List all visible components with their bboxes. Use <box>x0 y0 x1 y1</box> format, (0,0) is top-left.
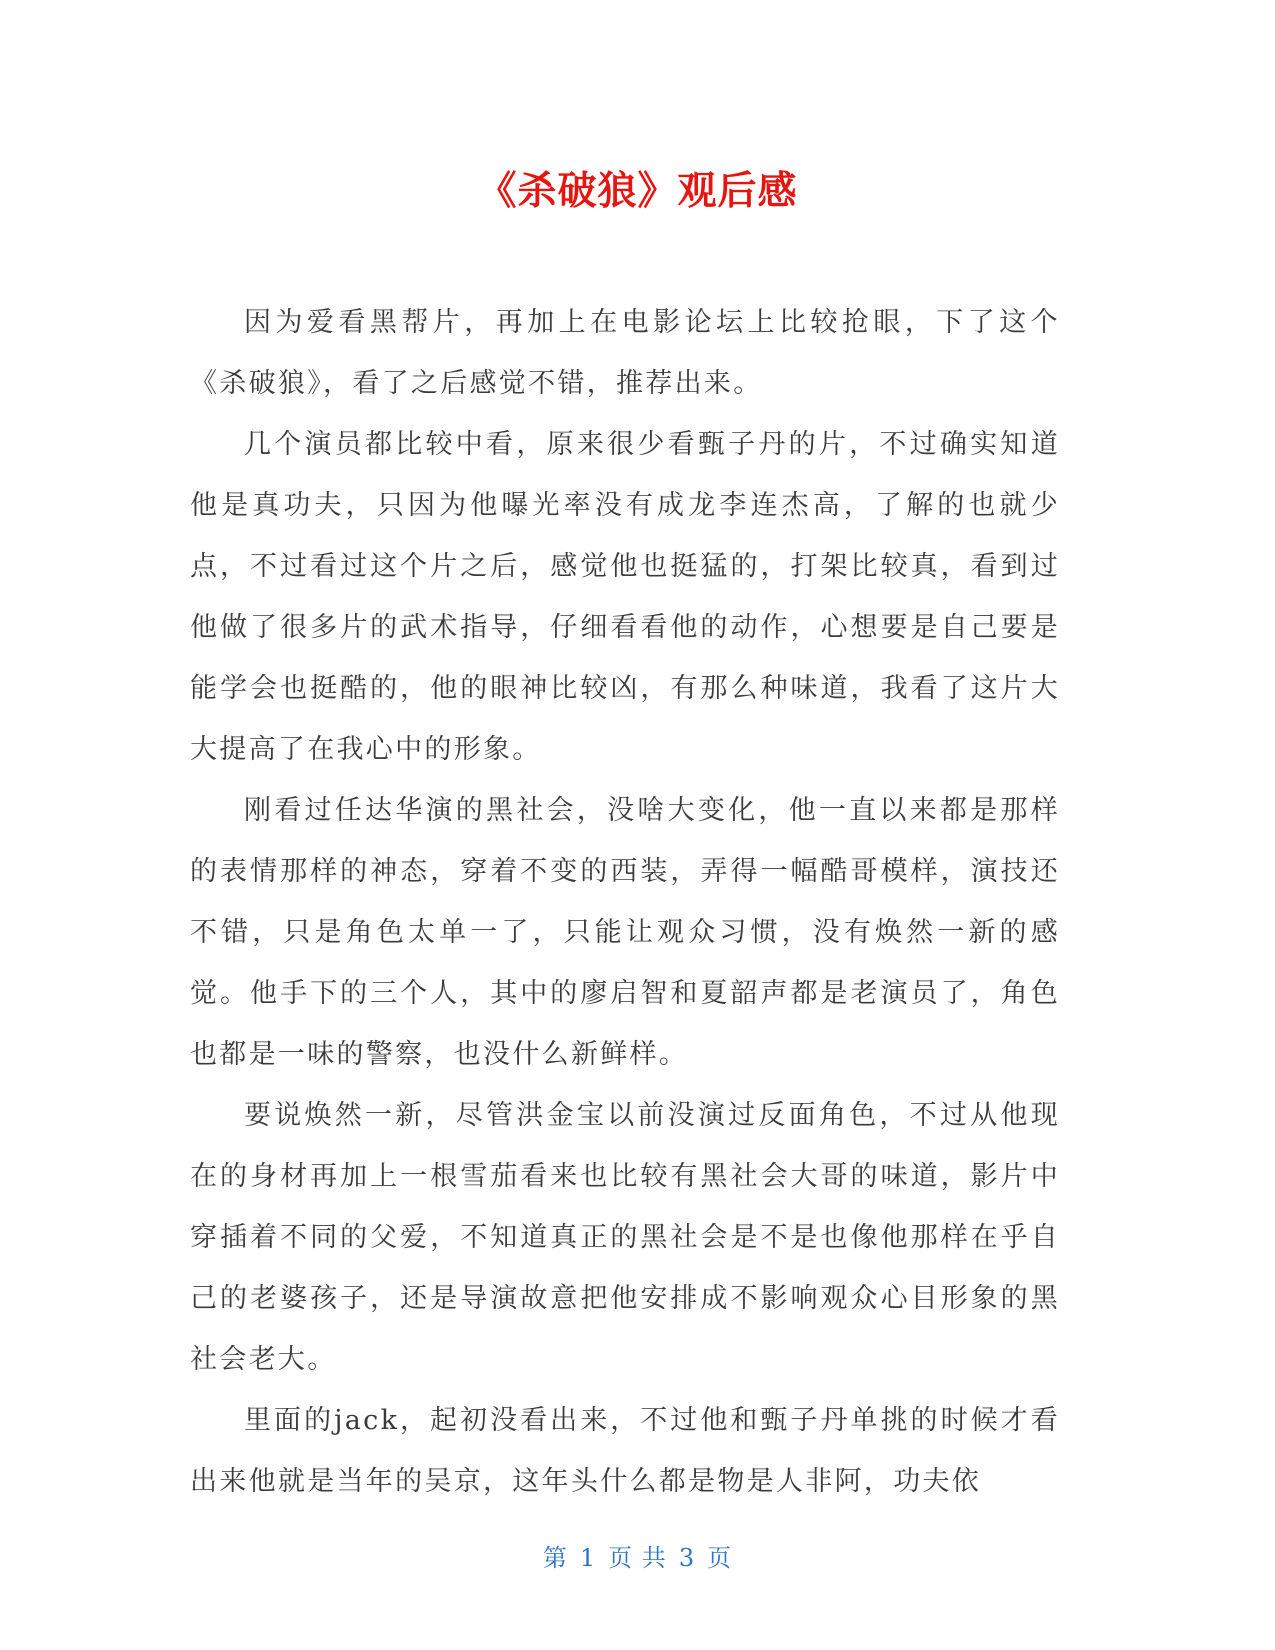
document-title: 《杀破狼》观后感 <box>477 169 798 214</box>
page-label-suffix: 页 <box>707 1544 733 1572</box>
paragraph-3: 刚看过任达华演的黑社会，没啥大变化，他一直以来都是那样的表情那样的神态，穿着不变的西装，弄得一幅酷哥模样，演技还不错，只是角色太单一了，只能让观众习惯，没有焕然一新的感觉。他手下的三个人，其中的廖启智和夏韶声都是老演员了，角色也都是一味的警察，也没什么新鲜样。 <box>190 795 1060 1070</box>
paragraph-4: 要说焕然一新，尽管洪金宝以前没演过反面角色，不过从他现在的身材再加上一根雪茄看来也比较有黑社会大哥的味道，影片中穿插着不同的父爱，不知道真正的黑社会是不是也像他那样在乎自己的老婆孩子，还是导演故意把他安排成不影响观众心目形象的黑社会老大。 <box>190 1100 1060 1375</box>
page-label-prefix: 第 <box>542 1544 568 1572</box>
paragraph-5: 里面的jack，起初没看出来，不过他和甄子丹单挑的时候才看出来他就是当年的吴京，这年头什么都是物是人非阿，功夫依 <box>190 1405 1060 1497</box>
total-page-count: 3 <box>678 1544 696 1572</box>
document-body <box>190 292 1060 1512</box>
paragraph-1: 因为爱看黑帮片，再加上在电影论坛上比较抢眼，下了这个《杀破狼》，看了之后感觉不错，推荐出来。 <box>190 307 1060 399</box>
page-number-footer <box>0 1538 1275 1573</box>
current-page-number: 1 <box>579 1544 597 1572</box>
paragraph-2: 几个演员都比较中看，原来很少看甄子丹的片，不过确实知道他是真功夫，只因为他曝光率没有成龙李连杰高，了解的也就少点，不过看过这个片之后，感觉他也挺猛的，打架比较真，看到过他做了很多片的武术指导，仔细看看他的动作，心想要是自己要是能学会也挺酷的，他的眼神比较凶，有那么种味道，我看了这片大大提高了在我心中的形象。 <box>190 429 1060 765</box>
page-label-mid: 页 共 <box>608 1544 667 1572</box>
